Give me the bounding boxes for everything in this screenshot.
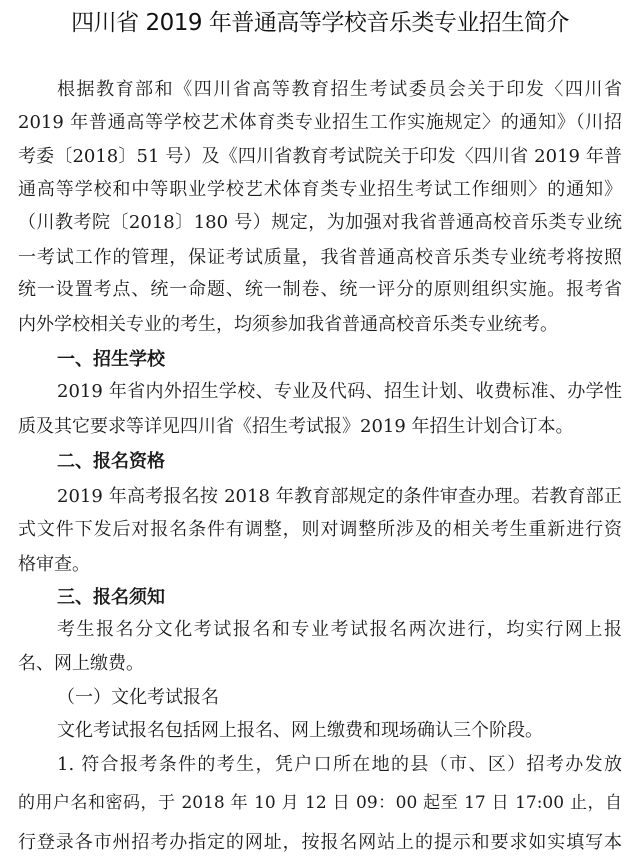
- paragraph-line: 文化考试报名包括网上报名、网上缴费和现场确认三个阶段。: [57, 720, 543, 741]
- paragraph-line: 考生报名分文化考试报名和专业考试报名两次进行，均实行网上报: [57, 619, 622, 640]
- paragraph-line: 内外学校相关专业的考生，均须参加我省普通高校音乐类专业统考。: [18, 314, 558, 335]
- paragraph-line: 式文件下发后对报名条件有调整，则对调整所涉及的相关考生重新进行资: [18, 519, 622, 540]
- paragraph-line: 的用户名和密码，于 2018 年 10 月 12 日 09：00 起至 17 日 17:00 止，自: [18, 793, 622, 813]
- paragraph-line: 统一设置考点、统一命题、统一制卷、统一评分的原则组织实施。报考省: [18, 279, 622, 300]
- section-heading: 二、报名资格: [57, 451, 165, 472]
- paragraph-line: 格审查。: [18, 554, 90, 575]
- paragraph-line: 1. 符合报考条件的考生，凭户口所在地的县（市、区）招考办发放: [57, 754, 622, 775]
- paragraph-line: 2019 年普通高等学校艺术体育类专业招生工作实施规定〉的通知》（川招: [18, 112, 622, 133]
- paragraph-line: 考委〔2018〕51 号）及《四川省教育考试院关于印发〈四川省 2019 年普: [18, 146, 622, 167]
- paragraph-line: 行登录各市州招考办指定的网址，按报名网站上的提示和要求如实填写本: [18, 832, 622, 853]
- paragraph-line: （川教考院〔2018〕180 号）规定，为加强对我省普通高校音乐类专业统: [18, 212, 622, 233]
- paragraph-line: 2019 年省内外招生学校、专业及代码、招生计划、收费标准、办学性: [57, 381, 622, 402]
- paragraph-line: 2019 年高考报名按 2018 年教育部规定的条件审查办理。若教育部正: [57, 486, 622, 507]
- paragraph-line: 通高等学校和中等职业学校艺术体育类专业招生考试工作细则〉的通知》: [18, 179, 622, 200]
- paragraph-line: 名、网上缴费。: [18, 653, 144, 674]
- paragraph-line: （一）文化考试报名: [57, 687, 219, 708]
- document-title: 四川省 2019 年普通高等学校音乐类专业招生简介: [71, 10, 569, 36]
- paragraph-line: 质及其它要求等详见四川省《招生考试报》2019 年招生计划合订本。: [18, 416, 574, 437]
- section-heading: 三、报名须知: [57, 587, 165, 608]
- section-heading: 一、招生学校: [57, 349, 165, 370]
- paragraph-line: 根据教育部和《四川省高等教育招生考试委员会关于印发〈四川省: [57, 79, 622, 100]
- paragraph-line: 一考试工作的管理，保证考试质量，我省普通高校音乐类专业统考将按照: [18, 247, 622, 268]
